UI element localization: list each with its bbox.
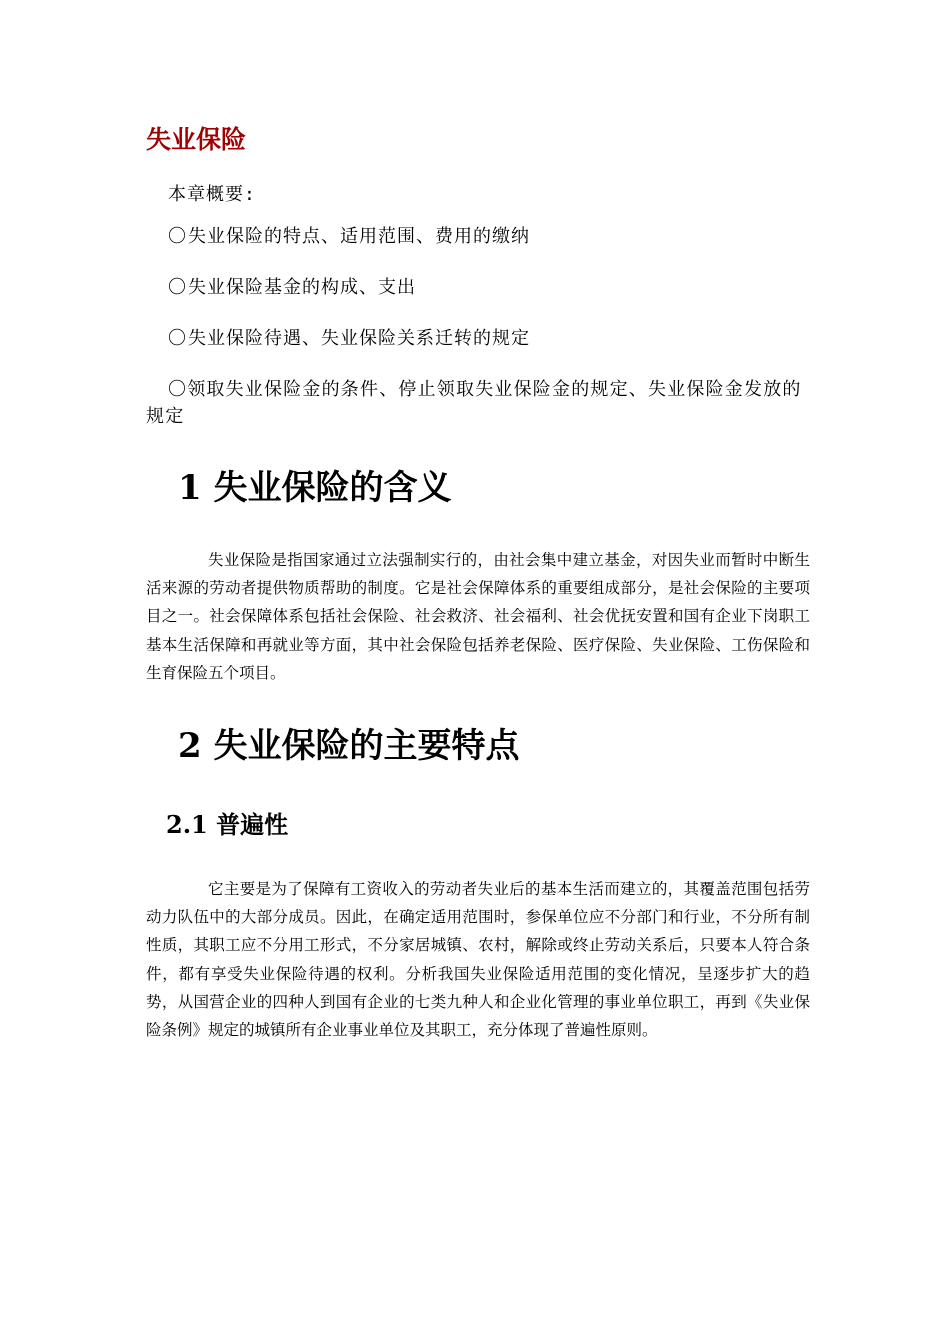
section-heading: 2 失业保险的主要特点 [178,726,520,766]
document-title: 失业保险 [146,125,247,154]
section-paragraph: 失业保险是指国家通过立法强制实行的，由社会集中建立基金，对因失业而暂时中断生活来源的劳动者提供物质帮助的制度。它是社会保障体系的重要组成部分，是社会保险的主要项目之一。社会保障体系包括社会保险、社会救济、社会福利、社会优抚安置和国有企业下岗职工基本生活保障和再就业等方面，其中社会保险包括养老保险、医疗保险、失业保险、工伤保险和生育保险五个项目。 [146,551,810,682]
circle-bullet-icon: 〇 [168,328,187,349]
overview-item-text: 失业保险的特点、适用范围、费用的缴纳 [188,226,530,247]
section-heading: 1 失业保险的含义 [178,468,452,508]
subsection-paragraph: 它主要是为了保障有工资收入的劳动者失业后的基本生活而建立的，其覆盖范围包括劳动力队伍中的大部分成员。因此，在确定适用范围时，参保单位应不分部门和行业，不分所有制性质，其职工应不分用工形式，不分家居城镇、农村，解除或终止劳动关系后，只要本人符合条件，都有享受失业保险待遇的权利。分析我国失业保险适用范围的变化情况，呈逐步扩大的趋势，从国营企业的四种人到国有企业的七类九种人和企业化管理的事业单位职工，再到《失业保险条例》规定的城镇所有企业事业单位及其职工，充分体现了普遍性原则。 [146,880,810,1040]
overview-item [146,376,816,430]
subsection-heading: 2.1 普遍性 [166,810,289,839]
overview-heading: 本章概要: [168,184,256,205]
circle-bullet-icon: 〇 [168,379,188,400]
overview-item [168,324,530,354]
circle-bullet-icon: 〇 [168,277,187,298]
overview-item [168,273,416,303]
overview-item-text: 领取失业保险金的条件、停止领取失业保险金的规定、失业保险金发放的规定 [146,379,802,427]
overview-item-text: 失业保险待遇、失业保险关系迁转的规定 [188,328,530,349]
overview-item [168,222,530,252]
overview-item-text: 失业保险基金的构成、支出 [188,277,416,298]
circle-bullet-icon: 〇 [168,226,187,247]
